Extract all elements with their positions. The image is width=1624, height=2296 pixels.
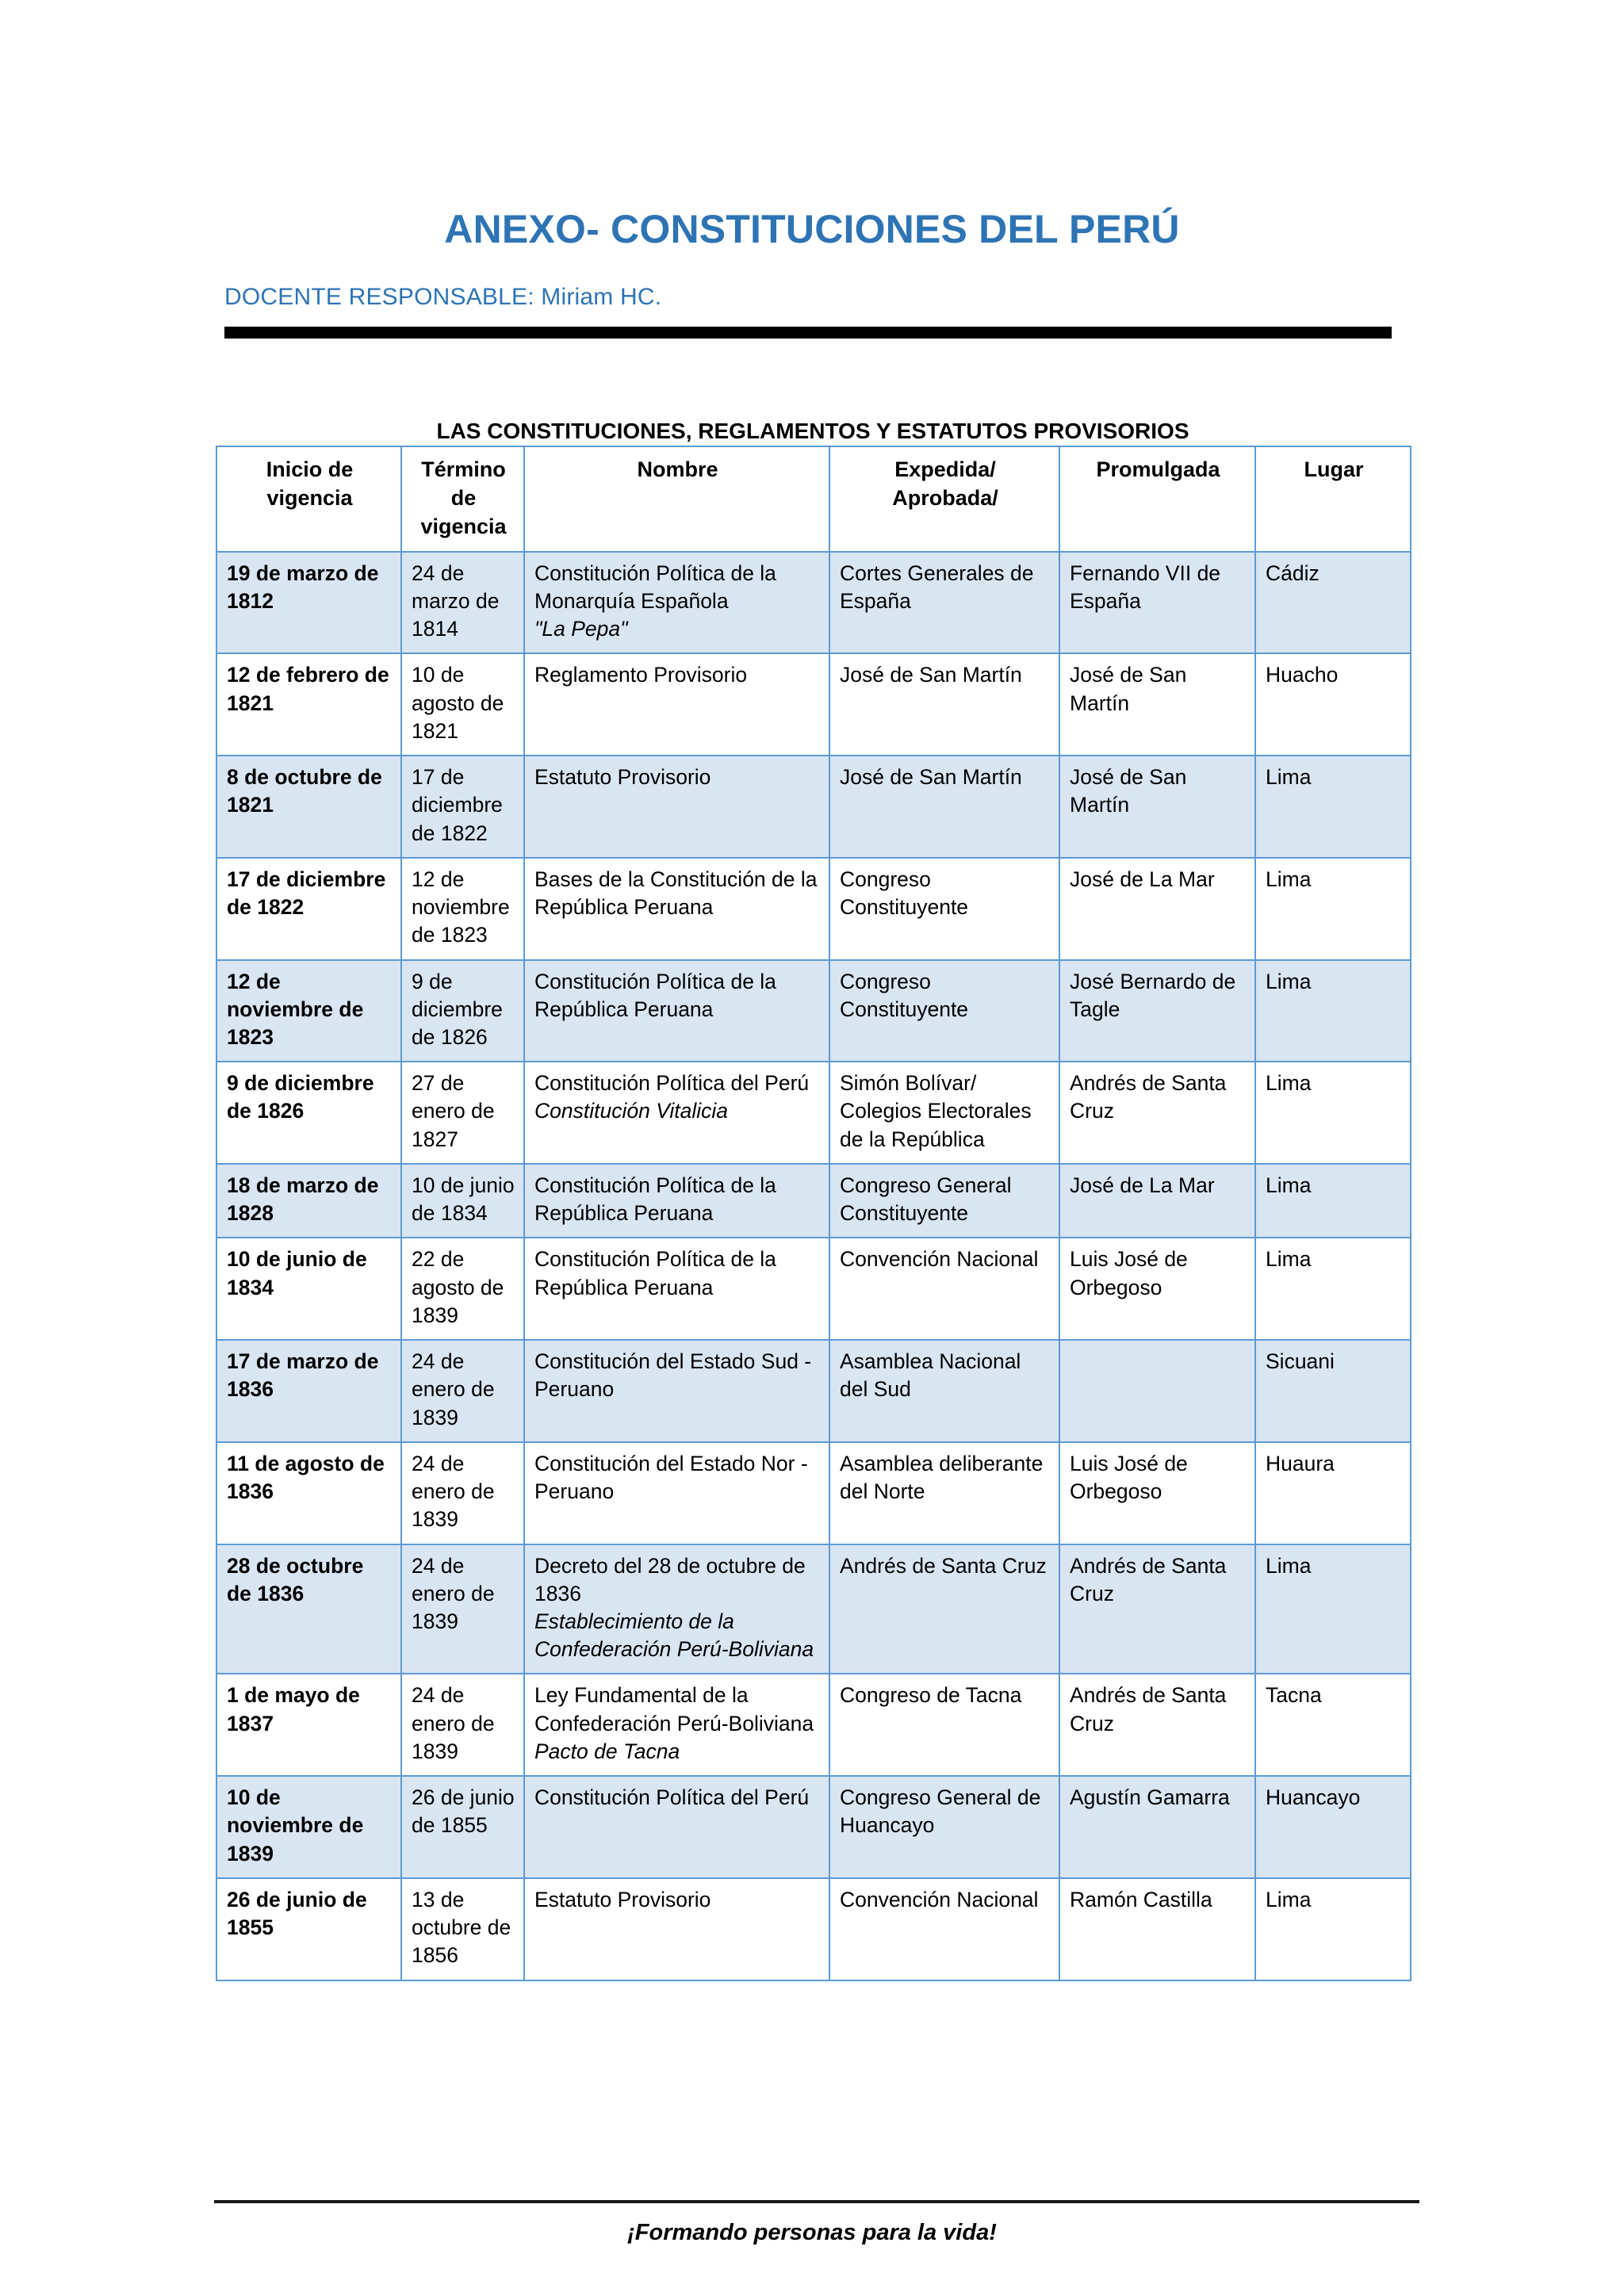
cell-termino-vigencia: 24 de enero de 1839 xyxy=(401,1674,524,1776)
cell-expedida-aprobada: Congreso de Tacna xyxy=(829,1674,1059,1776)
cell-promulgada: Fernando VII de España xyxy=(1059,552,1255,654)
nombre-main: Constitución del Estado Sud - Peruano xyxy=(534,1349,812,1402)
cell-promulgada: Andrés de Santa Cruz xyxy=(1059,1544,1255,1674)
cell-promulgada: José de La Mar xyxy=(1059,1164,1255,1238)
nombre-main: Constitución Política de la República Peruana xyxy=(534,969,776,1021)
cell-expedida-aprobada: José de San Martín xyxy=(829,653,1059,756)
cell-lugar: Lima xyxy=(1255,756,1411,858)
cell-nombre xyxy=(524,653,829,756)
table-row xyxy=(216,1878,1411,1980)
cell-promulgada: Agustín Gamarra xyxy=(1059,1776,1255,1878)
cell-nombre xyxy=(524,1062,829,1164)
cell-nombre xyxy=(524,1238,829,1340)
cell-lugar: Cádiz xyxy=(1255,552,1411,654)
table-row xyxy=(216,1442,1411,1544)
nombre-alt-italic: Constitución Vitalicia xyxy=(534,1099,729,1123)
cell-promulgada: Andrés de Santa Cruz xyxy=(1059,1674,1255,1776)
cell-nombre xyxy=(524,1442,829,1544)
nombre-main: Estatuto Provisorio xyxy=(534,765,711,790)
cell-inicio-vigencia: 8 de octubre de 1821 xyxy=(216,756,401,858)
table-row xyxy=(216,960,1411,1062)
cell-termino-vigencia: 24 de marzo de 1814 xyxy=(401,552,524,654)
cell-promulgada: José de San Martín xyxy=(1059,756,1255,858)
cell-promulgada xyxy=(1059,1340,1255,1442)
table-body xyxy=(216,552,1411,1980)
nombre-main: Ley Fundamental de la Confederación Perú-Boliviana xyxy=(534,1683,814,1735)
cell-nombre xyxy=(524,1674,829,1776)
cell-termino-vigencia: 26 de junio de 1855 xyxy=(401,1776,524,1878)
cell-termino-vigencia: 22 de agosto de 1839 xyxy=(401,1238,524,1340)
cell-expedida-aprobada: Andrés de Santa Cruz xyxy=(829,1544,1059,1674)
cell-termino-vigencia: 24 de enero de 1839 xyxy=(401,1340,524,1442)
cell-lugar: Lima xyxy=(1255,1878,1411,1980)
cell-nombre xyxy=(524,1340,829,1442)
cell-expedida-aprobada: Simón Bolívar/ Colegios Electorales de la República xyxy=(829,1062,1059,1164)
nombre-main: Estatuto Provisorio xyxy=(534,1887,711,1911)
cell-expedida-aprobada: Convención Nacional xyxy=(829,1238,1059,1340)
cell-termino-vigencia: 10 de junio de 1834 xyxy=(401,1164,524,1238)
cell-termino-vigencia: 24 de enero de 1839 xyxy=(401,1544,524,1674)
cell-lugar: Huaura xyxy=(1255,1442,1411,1544)
cell-lugar: Tacna xyxy=(1255,1674,1411,1776)
cell-nombre xyxy=(524,1878,829,1980)
nombre-main: Constitución Política del Perú xyxy=(534,1785,810,1810)
cell-nombre xyxy=(524,1776,829,1878)
cell-termino-vigencia: 9 de diciembre de 1826 xyxy=(401,960,524,1062)
cell-inicio-vigencia: 10 de noviembre de 1839 xyxy=(216,1776,401,1878)
cell-inicio-vigencia: 11 de agosto de 1836 xyxy=(216,1442,401,1544)
cell-nombre xyxy=(524,1544,829,1674)
column-header-termino-vigencia: Término de vigencia xyxy=(401,446,524,552)
cell-lugar: Huacho xyxy=(1255,653,1411,756)
nombre-main: Bases de la Constitución de la República Peruana xyxy=(534,867,818,920)
document-subtitle: DOCENTE RESPONSABLE: Miriam HC. xyxy=(224,284,662,310)
cell-inicio-vigencia: 26 de junio de 1855 xyxy=(216,1878,401,1980)
table-row xyxy=(216,653,1411,756)
cell-inicio-vigencia: 12 de noviembre de 1823 xyxy=(216,960,401,1062)
cell-inicio-vigencia: 19 de marzo de 1812 xyxy=(216,552,401,654)
nombre-main: Decreto del 28 de octubre de 1836 xyxy=(534,1553,806,1605)
table-row xyxy=(216,1164,1411,1238)
table-row xyxy=(216,1238,1411,1340)
column-header-inicio-vigencia: Inicio de vigencia xyxy=(216,446,401,552)
cell-expedida-aprobada: Congreso General de Huancayo xyxy=(829,1776,1059,1878)
cell-lugar: Lima xyxy=(1255,1544,1411,1674)
cell-expedida-aprobada: Convención Nacional xyxy=(829,1878,1059,1980)
nombre-main: Constitución Política del Perú xyxy=(534,1071,810,1096)
table-row xyxy=(216,1544,1411,1674)
cell-lugar: Lima xyxy=(1255,858,1411,960)
cell-inicio-vigencia: 12 de febrero de 1821 xyxy=(216,653,401,756)
footer-slogan: ¡Formando personas para la vida! xyxy=(627,2220,997,2245)
nombre-alt-italic: Establecimiento de la Confederación Perú-Boliviana xyxy=(534,1609,814,1662)
table-header xyxy=(216,446,1411,552)
cell-termino-vigencia: 27 de enero de 1827 xyxy=(401,1062,524,1164)
cell-nombre xyxy=(524,1164,829,1238)
footer-divider xyxy=(214,2200,1419,2203)
cell-nombre xyxy=(524,756,829,858)
nombre-main: Constitución Política de la República Peruana xyxy=(534,1173,776,1226)
nombre-main: Constitución Política de la Monarquía Española xyxy=(534,561,776,613)
cell-termino-vigencia: 10 de agosto de 1821 xyxy=(401,653,524,756)
column-header-promulgada: Promulgada xyxy=(1059,446,1255,552)
cell-nombre xyxy=(524,858,829,960)
column-header-lugar: Lugar xyxy=(1255,446,1411,552)
cell-inicio-vigencia: 17 de marzo de 1836 xyxy=(216,1340,401,1442)
cell-termino-vigencia: 13 de octubre de 1856 xyxy=(401,1878,524,1980)
cell-inicio-vigencia: 18 de marzo de 1828 xyxy=(216,1164,401,1238)
cell-inicio-vigencia: 10 de junio de 1834 xyxy=(216,1238,401,1340)
cell-promulgada: Luis José de Orbegoso xyxy=(1059,1442,1255,1544)
table-row xyxy=(216,756,1411,858)
column-header-nombre: Nombre xyxy=(524,446,829,552)
table-row xyxy=(216,1674,1411,1776)
cell-lugar: Lima xyxy=(1255,1164,1411,1238)
cell-promulgada: Luis José de Orbegoso xyxy=(1059,1238,1255,1340)
header-divider xyxy=(224,327,1392,339)
cell-promulgada: Andrés de Santa Cruz xyxy=(1059,1062,1255,1164)
cell-lugar: Huancayo xyxy=(1255,1776,1411,1878)
table-row xyxy=(216,552,1411,654)
table-row xyxy=(216,858,1411,960)
cell-inicio-vigencia: 28 de octubre de 1836 xyxy=(216,1544,401,1674)
cell-promulgada: José Bernardo de Tagle xyxy=(1059,960,1255,1062)
cell-promulgada: José de San Martín xyxy=(1059,653,1255,756)
constitutions-table-wrap xyxy=(216,446,1410,1981)
table-row xyxy=(216,1776,1411,1878)
cell-lugar: Sicuani xyxy=(1255,1340,1411,1442)
cell-expedida-aprobada: José de San Martín xyxy=(829,756,1059,858)
table-header-row xyxy=(216,446,1411,552)
cell-expedida-aprobada: Cortes Generales de España xyxy=(829,552,1059,654)
nombre-main: Reglamento Provisorio xyxy=(534,663,748,687)
column-header-expedida-aprobada: Expedida/ Aprobada/ xyxy=(829,446,1059,552)
cell-inicio-vigencia: 9 de diciembre de 1826 xyxy=(216,1062,401,1164)
cell-promulgada: Ramón Castilla xyxy=(1059,1878,1255,1980)
cell-expedida-aprobada: Asamblea deliberante del Norte xyxy=(829,1442,1059,1544)
nombre-main: Constitución del Estado Nor - Peruano xyxy=(534,1451,808,1504)
cell-lugar: Lima xyxy=(1255,1238,1411,1340)
cell-expedida-aprobada: Asamblea Nacional del Sud xyxy=(829,1340,1059,1442)
cell-expedida-aprobada: Congreso General Constituyente xyxy=(829,1164,1059,1238)
cell-inicio-vigencia: 1 de mayo de 1837 xyxy=(216,1674,401,1776)
table-row xyxy=(216,1062,1411,1164)
cell-termino-vigencia: 17 de diciembre de 1822 xyxy=(401,756,524,858)
cell-expedida-aprobada: Congreso Constituyente xyxy=(829,960,1059,1062)
cell-promulgada: José de La Mar xyxy=(1059,858,1255,960)
cell-nombre xyxy=(524,552,829,654)
nombre-alt-italic: "La Pepa" xyxy=(534,617,628,641)
nombre-alt-italic: Pacto de Tacna xyxy=(534,1739,680,1763)
cell-termino-vigencia: 12 de noviembre de 1823 xyxy=(401,858,524,960)
constitutions-table xyxy=(216,446,1411,1981)
cell-inicio-vigencia: 17 de diciembre de 1822 xyxy=(216,858,401,960)
cell-lugar: Lima xyxy=(1255,960,1411,1062)
nombre-main: Constitución Política de la República Peruana xyxy=(534,1247,776,1299)
cell-expedida-aprobada: Congreso Constituyente xyxy=(829,858,1059,960)
cell-lugar: Lima xyxy=(1255,1062,1411,1164)
table-row xyxy=(216,1340,1411,1442)
page-title: ANEXO- CONSTITUCIONES DEL PERÚ xyxy=(444,206,1180,251)
table-caption: LAS CONSTITUCIONES, REGLAMENTOS Y ESTATUTOS PROVISORIOS xyxy=(436,419,1189,443)
cell-nombre xyxy=(524,960,829,1062)
cell-termino-vigencia: 24 de enero de 1839 xyxy=(401,1442,524,1544)
